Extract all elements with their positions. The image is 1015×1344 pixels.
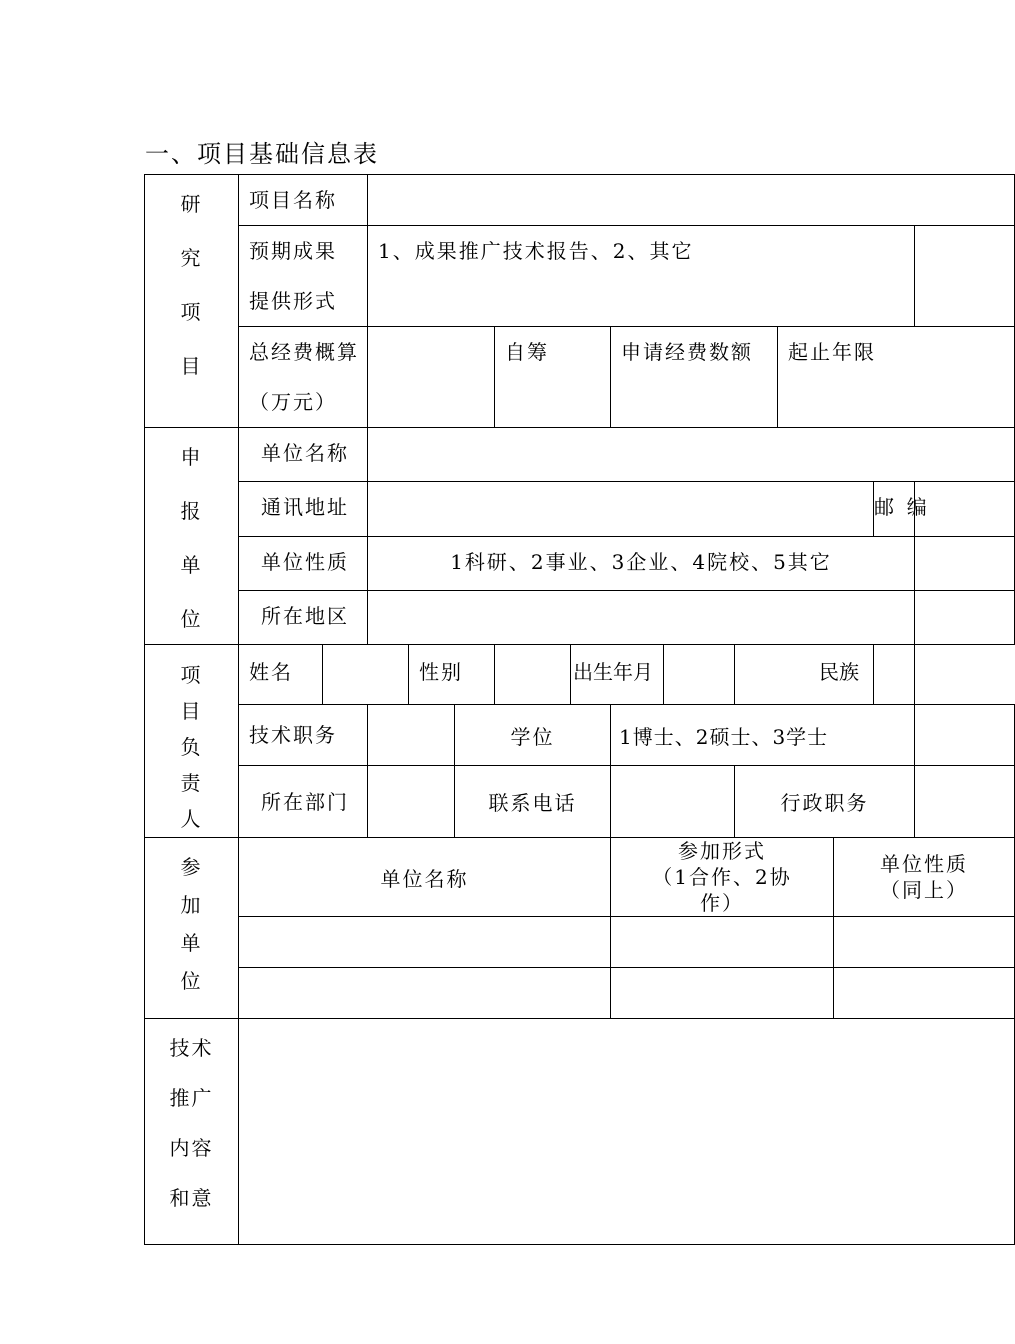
leader-name-field[interactable] [323,645,409,705]
admin-post-label: 行政职务 [735,766,915,838]
address-field[interactable] [368,482,874,536]
unit-nature-extra[interactable] [915,536,1015,590]
research-char-1: 研 [180,192,203,216]
region-field[interactable] [368,590,915,644]
applicant-char-3: 单 [180,553,203,577]
phone-field[interactable] [611,766,735,838]
region-extra[interactable] [915,590,1015,644]
participants-char-2: 加 [180,893,203,917]
project-name-field[interactable] [368,175,1015,226]
unit-nature-value: 1科研、2事业、3企业、4院校、5其它 [368,536,915,590]
participation-form-line2: （1合作、2协 [652,865,792,889]
outcome-label [239,226,368,327]
budget-label [239,327,368,428]
tech-section-label [145,1019,239,1245]
outcome-extra-field[interactable] [915,226,1015,327]
birth-field[interactable] [664,645,735,705]
participant-row2-unit[interactable] [239,968,611,1019]
birth-label: 出生年月 [571,645,664,705]
participants-char-4: 位 [180,969,203,993]
tech-title-label: 技术职务 [239,705,368,766]
phone-label: 联系电话 [455,766,611,838]
degree-label: 学位 [455,705,611,766]
degree-extra[interactable] [915,705,1015,766]
applicant-section-label [145,428,239,645]
tech-line-1: 技术 [169,1036,214,1060]
department-field[interactable] [368,766,455,838]
applicant-char-4: 位 [180,607,203,631]
gender-label: 性别 [409,645,495,705]
research-char-2: 究 [180,246,203,270]
self-funded-label: 自筹 [495,327,611,428]
leader-char-1: 项 [180,663,203,687]
leader-char-2: 目 [180,699,203,723]
research-section-label [145,175,239,428]
research-char-4: 目 [180,354,203,378]
tech-title-field[interactable] [368,705,455,766]
applicant-char-2: 报 [180,499,203,523]
participant-unit-header: 单位名称 [239,838,611,917]
outcome-label-line1: 预期成果 [249,239,337,263]
participant-nature-line1: 单位性质 [880,852,969,876]
project-info-table [144,174,1015,1245]
page-title: 一、项目基础信息表 [145,140,379,168]
department-label: 所在部门 [239,766,368,838]
participant-row1-unit[interactable] [239,917,611,968]
participant-nature-line2: （同上） [880,878,969,902]
research-char-3: 项 [180,300,203,324]
region-label: 所在地区 [239,590,368,644]
admin-post-field[interactable] [915,766,1015,838]
participant-nature-header [834,838,1015,917]
unit-name-field[interactable] [368,428,1015,482]
budget-label-line1: 总经费概算 [249,340,359,364]
participant-row1-nature[interactable] [834,917,1015,968]
leader-char-4: 责 [180,771,203,795]
budget-field[interactable] [368,327,495,428]
period-label: 起止年限 [778,327,1015,428]
ethnicity-label: 民族 [735,645,874,705]
participants-char-1: 参 [180,855,203,879]
participation-form-header [611,838,834,917]
address-label: 通讯地址 [239,482,368,536]
participants-char-3: 单 [180,931,203,955]
leader-name-label: 姓名 [239,645,323,705]
outcome-value: 1、成果推广技术报告、2、其它 [368,226,915,327]
participation-form-line1: 参加形式 [678,839,766,863]
unit-name-label: 单位名称 [239,428,368,482]
postcode-field[interactable] [915,482,1015,536]
requested-funds-label: 申请经费数额 [611,327,778,428]
participant-row1-form[interactable] [611,917,834,968]
tech-line-2: 推广 [169,1086,214,1110]
leader-char-3: 负 [180,735,203,759]
degree-value: 1博士、2硕士、3学士 [611,705,915,766]
leader-char-5: 人 [180,807,203,831]
tech-content-field[interactable] [239,1019,1015,1245]
applicant-char-1: 申 [180,445,203,469]
unit-nature-label: 单位性质 [239,536,368,590]
participant-row2-nature[interactable] [834,968,1015,1019]
tech-line-3: 内容 [169,1136,214,1160]
ethnicity-field[interactable] [874,645,915,705]
budget-label-line2: （万元） [249,390,337,414]
participant-row2-form[interactable] [611,968,834,1019]
participation-form-line3: 作） [700,891,744,915]
postcode-label: 邮 编 [874,482,915,536]
gender-field[interactable] [495,645,571,705]
participants-section-label [145,838,239,1019]
project-name-label: 项目名称 [239,175,368,226]
leader-section-label [145,645,239,838]
outcome-label-line2: 提供形式 [249,289,337,313]
tech-line-4: 和意 [169,1186,214,1210]
